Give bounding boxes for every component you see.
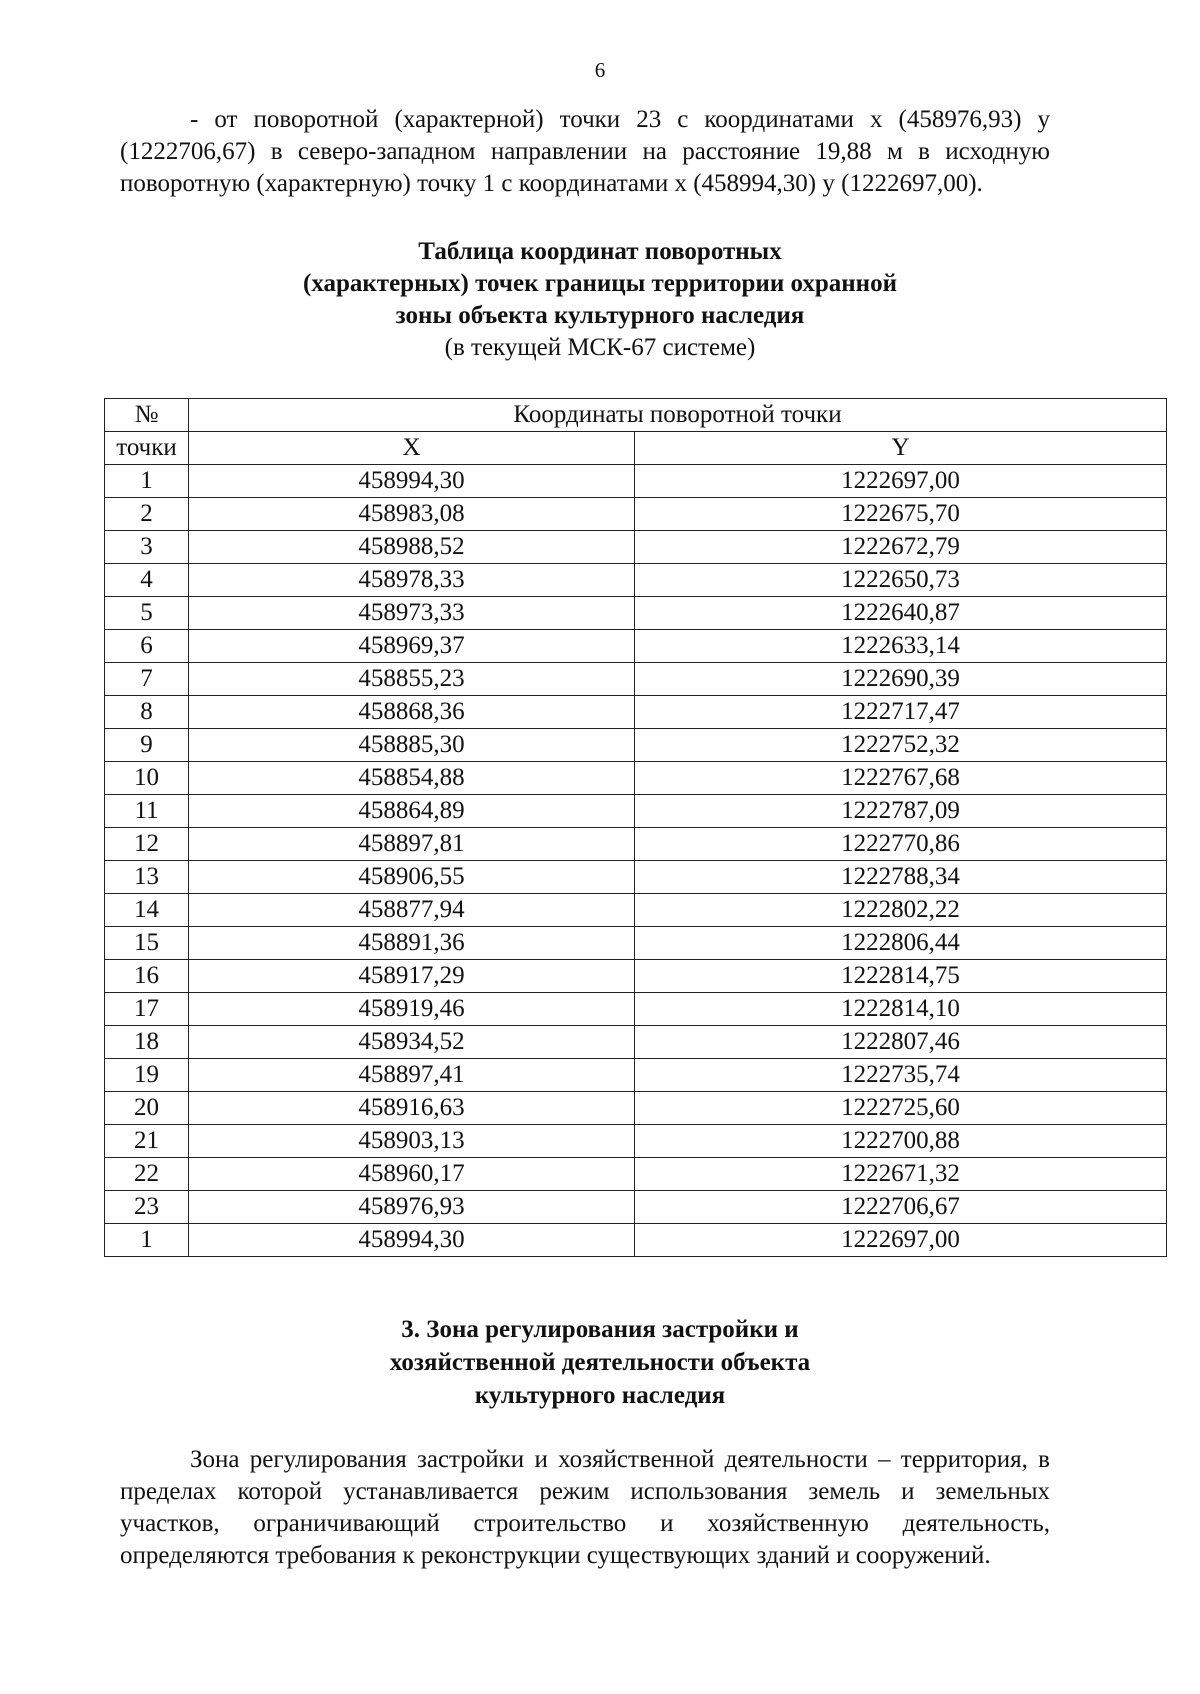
cell-y: 1222650,73 xyxy=(635,564,1167,597)
cell-y: 1222700,88 xyxy=(635,1125,1167,1158)
cell-x: 458983,08 xyxy=(189,498,635,531)
table-row xyxy=(105,894,1167,927)
cell-y: 1222752,32 xyxy=(635,729,1167,762)
cell-y: 1222690,39 xyxy=(635,663,1167,696)
cell-x: 458969,37 xyxy=(189,630,635,663)
section-body xyxy=(120,1444,1050,1572)
cell-x: 458994,30 xyxy=(189,1224,635,1257)
cell-point-number: 4 xyxy=(105,564,189,597)
cell-y: 1222806,44 xyxy=(635,927,1167,960)
cell-y: 1222697,00 xyxy=(635,465,1167,498)
cell-point-number: 2 xyxy=(105,498,189,531)
cell-y: 1222787,09 xyxy=(635,795,1167,828)
table-row xyxy=(105,960,1167,993)
cell-x: 458919,46 xyxy=(189,993,635,1026)
header-point-label: точки xyxy=(105,432,189,465)
table-row xyxy=(105,696,1167,729)
table-row xyxy=(105,762,1167,795)
cell-x: 458917,29 xyxy=(189,960,635,993)
coordinates-table xyxy=(104,398,1167,1257)
cell-x: 458897,81 xyxy=(189,828,635,861)
table-row xyxy=(105,1224,1167,1257)
cell-x: 458978,33 xyxy=(189,564,635,597)
cell-point-number: 1 xyxy=(105,1224,189,1257)
cell-point-number: 18 xyxy=(105,1026,189,1059)
cell-x: 458854,88 xyxy=(189,762,635,795)
cell-y: 1222725,60 xyxy=(635,1092,1167,1125)
cell-point-number: 14 xyxy=(105,894,189,927)
intro-paragraph: - от поворотной (характерной) точки 23 с координатами x (458976,93) y (1222706,67) в северо-западном направлении на расстояние 19,88 м в исходную поворотную (характерную) точку 1 с координатами x (458994,30) y (1222697,00). xyxy=(120,106,1050,197)
cell-y: 1222788,34 xyxy=(635,861,1167,894)
cell-x: 458960,17 xyxy=(189,1158,635,1191)
cell-x: 458903,13 xyxy=(189,1125,635,1158)
cell-point-number: 10 xyxy=(105,762,189,795)
cell-x: 458994,30 xyxy=(189,465,635,498)
cell-y: 1222633,14 xyxy=(635,630,1167,663)
cell-x: 458885,30 xyxy=(189,729,635,762)
table-row xyxy=(105,597,1167,630)
cell-point-number: 1 xyxy=(105,465,189,498)
table-row xyxy=(105,531,1167,564)
table-row xyxy=(105,465,1167,498)
cell-x: 458864,89 xyxy=(189,795,635,828)
table-body xyxy=(105,465,1167,1257)
cell-x: 458916,63 xyxy=(189,1092,635,1125)
cell-x: 458976,93 xyxy=(189,1191,635,1224)
cell-y: 1222814,75 xyxy=(635,960,1167,993)
table-caption-line-4: (в текущей МСК-67 системе) xyxy=(444,334,756,361)
cell-x: 458877,94 xyxy=(189,894,635,927)
cell-x: 458855,23 xyxy=(189,663,635,696)
cell-y: 1222717,47 xyxy=(635,696,1167,729)
table-row xyxy=(105,1059,1167,1092)
cell-point-number: 23 xyxy=(105,1191,189,1224)
table-caption xyxy=(0,236,1200,364)
section-title-line-2: хозяйственной деятельности объекта xyxy=(389,1349,811,1376)
cell-y: 1222802,22 xyxy=(635,894,1167,927)
header-y: Y xyxy=(635,432,1167,465)
cell-y: 1222671,32 xyxy=(635,1158,1167,1191)
cell-x: 458906,55 xyxy=(189,861,635,894)
section-title xyxy=(0,1313,1200,1412)
cell-y: 1222697,00 xyxy=(635,1224,1167,1257)
cell-point-number: 5 xyxy=(105,597,189,630)
cell-y: 1222807,46 xyxy=(635,1026,1167,1059)
page-number: 6 xyxy=(594,58,606,82)
cell-x: 458934,52 xyxy=(189,1026,635,1059)
table-row xyxy=(105,1158,1167,1191)
table-row xyxy=(105,861,1167,894)
table-row xyxy=(105,1191,1167,1224)
cell-point-number: 20 xyxy=(105,1092,189,1125)
cell-x: 458988,52 xyxy=(189,531,635,564)
table-caption-line-2: (характерных) точек границы территории охранной xyxy=(303,270,897,297)
cell-point-number: 21 xyxy=(105,1125,189,1158)
table-row xyxy=(105,630,1167,663)
cell-y: 1222735,74 xyxy=(635,1059,1167,1092)
table-row xyxy=(105,1125,1167,1158)
cell-point-number: 8 xyxy=(105,696,189,729)
header-point-number: № xyxy=(105,399,189,432)
table-row xyxy=(105,993,1167,1026)
table-row xyxy=(105,729,1167,762)
cell-point-number: 9 xyxy=(105,729,189,762)
table-row xyxy=(105,828,1167,861)
table-caption-line-1: Таблица координат поворотных xyxy=(418,238,782,265)
cell-y: 1222675,70 xyxy=(635,498,1167,531)
cell-x: 458973,33 xyxy=(189,597,635,630)
cell-point-number: 6 xyxy=(105,630,189,663)
cell-x: 458868,36 xyxy=(189,696,635,729)
cell-point-number: 22 xyxy=(105,1158,189,1191)
section-paragraph: Зона регулирования застройки и хозяйственной деятельности – территория, в пределах которой устанавливается режим использования земель и земельных участков, ограничивающий строительство и хозяйственную деятельность, определяются требования к реконструкции существующих зданий и сооружений. xyxy=(120,1446,1050,1569)
cell-point-number: 7 xyxy=(105,663,189,696)
cell-y: 1222640,87 xyxy=(635,597,1167,630)
table-row xyxy=(105,1026,1167,1059)
cell-point-number: 17 xyxy=(105,993,189,1026)
cell-point-number: 19 xyxy=(105,1059,189,1092)
table-row xyxy=(105,927,1167,960)
header-x: X xyxy=(189,432,635,465)
cell-y: 1222814,10 xyxy=(635,993,1167,1026)
cell-y: 1222672,79 xyxy=(635,531,1167,564)
cell-x: 458891,36 xyxy=(189,927,635,960)
cell-y: 1222770,86 xyxy=(635,828,1167,861)
table-subheader-row xyxy=(105,432,1167,465)
cell-y: 1222706,67 xyxy=(635,1191,1167,1224)
table-caption-line-3: зоны объекта культурного наследия xyxy=(395,302,805,329)
cell-point-number: 12 xyxy=(105,828,189,861)
table-row xyxy=(105,1092,1167,1125)
cell-point-number: 11 xyxy=(105,795,189,828)
table-row xyxy=(105,498,1167,531)
table-row xyxy=(105,564,1167,597)
cell-point-number: 3 xyxy=(105,531,189,564)
cell-point-number: 15 xyxy=(105,927,189,960)
cell-point-number: 13 xyxy=(105,861,189,894)
cell-y: 1222767,68 xyxy=(635,762,1167,795)
table-header-row xyxy=(105,399,1167,432)
cell-x: 458897,41 xyxy=(189,1059,635,1092)
table-row xyxy=(105,795,1167,828)
header-coordinates: Координаты поворотной точки xyxy=(189,399,1167,432)
intro-paragraph-block xyxy=(120,104,1050,200)
section-title-line-1: 3. Зона регулирования застройки и xyxy=(401,1316,799,1343)
cell-point-number: 16 xyxy=(105,960,189,993)
section-title-line-3: культурного наследия xyxy=(474,1382,726,1409)
table-row xyxy=(105,663,1167,696)
